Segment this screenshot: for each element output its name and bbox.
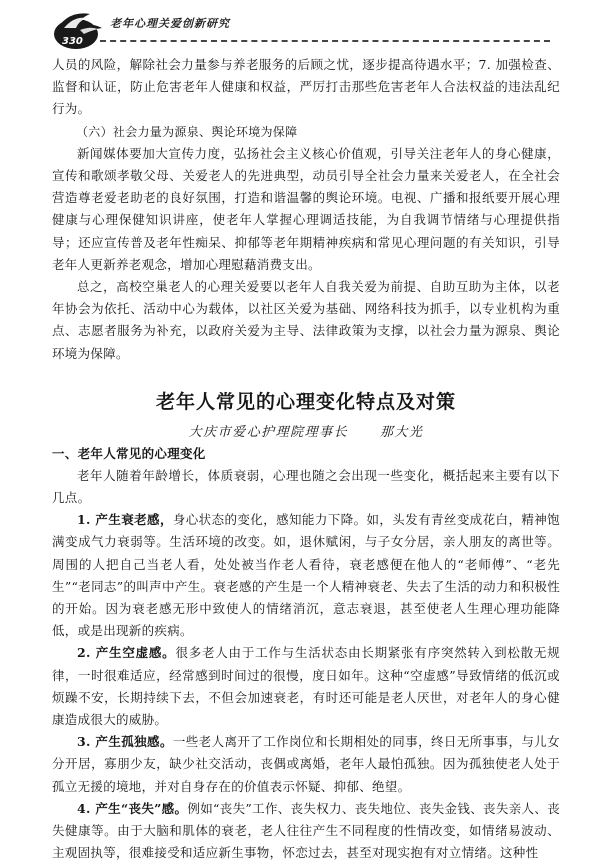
item-text: 例如“丧失”工作、丧失权力、丧失地位、丧失金钱、丧失亲人、丧失健康等。由于大脑和肌体的衰老，老人往往产生不同程度的性情改变，如情绪易波动、主观固执等，很难接受和适应新生事物，怀恋过去，甚至对现实抱有对立情绪。这种性: [52, 800, 560, 861]
paragraph: 人员的风险，解除社会力量参与养老服务的后顾之忧，逐步提高待遇水平；7. 加强检查、监督和认证，防止危害老年人健康和权益，严厉打击那些危害老年人合法权益的违法乱纪行为。: [52, 57, 560, 117]
page-header: [0, 0, 600, 58]
item-text: 一些老人离开了工作岗位和长期相处的同事，终日无所事事，与儿女分开居，寡朋少友，缺少社交活动，丧偶或离婚，老年人最怕孤独。因为孤独使老人处于孤立无援的境地，并对自身存在的价值表示怀疑、抑郁、绝望。: [52, 734, 560, 794]
item-lead: 4. 产生“丧失”感。: [77, 800, 188, 816]
page-body: [52, 54, 560, 865]
article-byline: [52, 423, 560, 443]
article-title: 老年人常见的心理变化特点及对策: [155, 390, 456, 413]
running-head: 老年心理关爱创新研究: [110, 17, 230, 30]
author-affiliation: 大庆市爱心护理院理事长: [188, 424, 349, 440]
list-item: [52, 731, 560, 798]
item-text: 很多老人由于工作与生活状态由长期紧张有序突然转入到松散无规律，一时很难适应，经常感到时间过的很慢，度日如年。这种“空虚感”导致情绪的低沉或烦躁不安，长期持续下去，不但会加速衰老，有时还可能是老人厌世，对老年人的身心健康造成很大的威胁。: [52, 645, 561, 728]
item-lead: 2. 产生空虚感。: [77, 645, 176, 661]
item-text: 身心状态的变化，感知能力下降。如，头发有青丝变成花白，精神饱满变成气力衰弱等。生活环境的改变。如，退休赋闲，与子女分居，亲人朋友的离世等。周围的人把自己当老人看，处处被当作老人看待，衰老感便在他人的“老师傅”、“老先生”“老同志”的叫声中产生。衰老感的产生是一个人精神衰老、失去了生活的动力和积极性的开始。因为衰老感无形中致使人的情绪消沉，意志衰退，甚至使老人生理心理功能降低，或是出现新的疾病。: [52, 512, 560, 639]
section-heading: 一、老年人常见的心理变化: [52, 445, 206, 461]
subheading: （六）社会力量为源泉、舆论环境为保障: [76, 124, 298, 139]
paragraph: 老年人随着年龄增长，体质衰弱，心理也随之会出现一些变化，概括起来主要有以下几点。: [52, 467, 560, 506]
list-item: [52, 509, 560, 642]
paragraph: 新闻媒体要加大宣传力度，弘扬社会主义核心价值观，引导关注老年人的身心健康，宣传和歌颂孝敬父母、关爱老人的先进典型，动员引导全社会力量来关爱老人，在全社会营造尊老爱老助老的良好氛围，打造和谐温馨的舆论环境。电视、广播和报纸要开展心理健康与心理保健知识讲座，使老年人掌握心理调适技能，为自我调节情绪与心理提供指导；还应宣传普及老年性痴呆、抑郁等老年期精神疾病和常见心理问题的有关知识，引导老年人更新养老观念，增加心理慰藉消费支出。: [52, 145, 560, 272]
author-name: 那大光: [379, 424, 424, 440]
item-lead: 3. 产生孤独感。: [77, 734, 173, 750]
page-number: 330: [62, 36, 83, 47]
list-item: [52, 798, 560, 865]
item-lead: 1. 产生衰老感，: [77, 512, 173, 528]
paragraph: 总之，高校空巢老人的心理关爱要以老年人自我关爱为前提、自助互助为主体，以老年协会为依托、活动中心为载体，以社区关爱为基础、网络科技为抓手，以专业机构为重点、志愿者服务为补充，以政府关爱为主导、法律政策为支撑，以社会力量为源泉、舆论环境为保障。: [52, 279, 560, 361]
list-item: [52, 642, 560, 731]
header-divider: [100, 40, 550, 42]
